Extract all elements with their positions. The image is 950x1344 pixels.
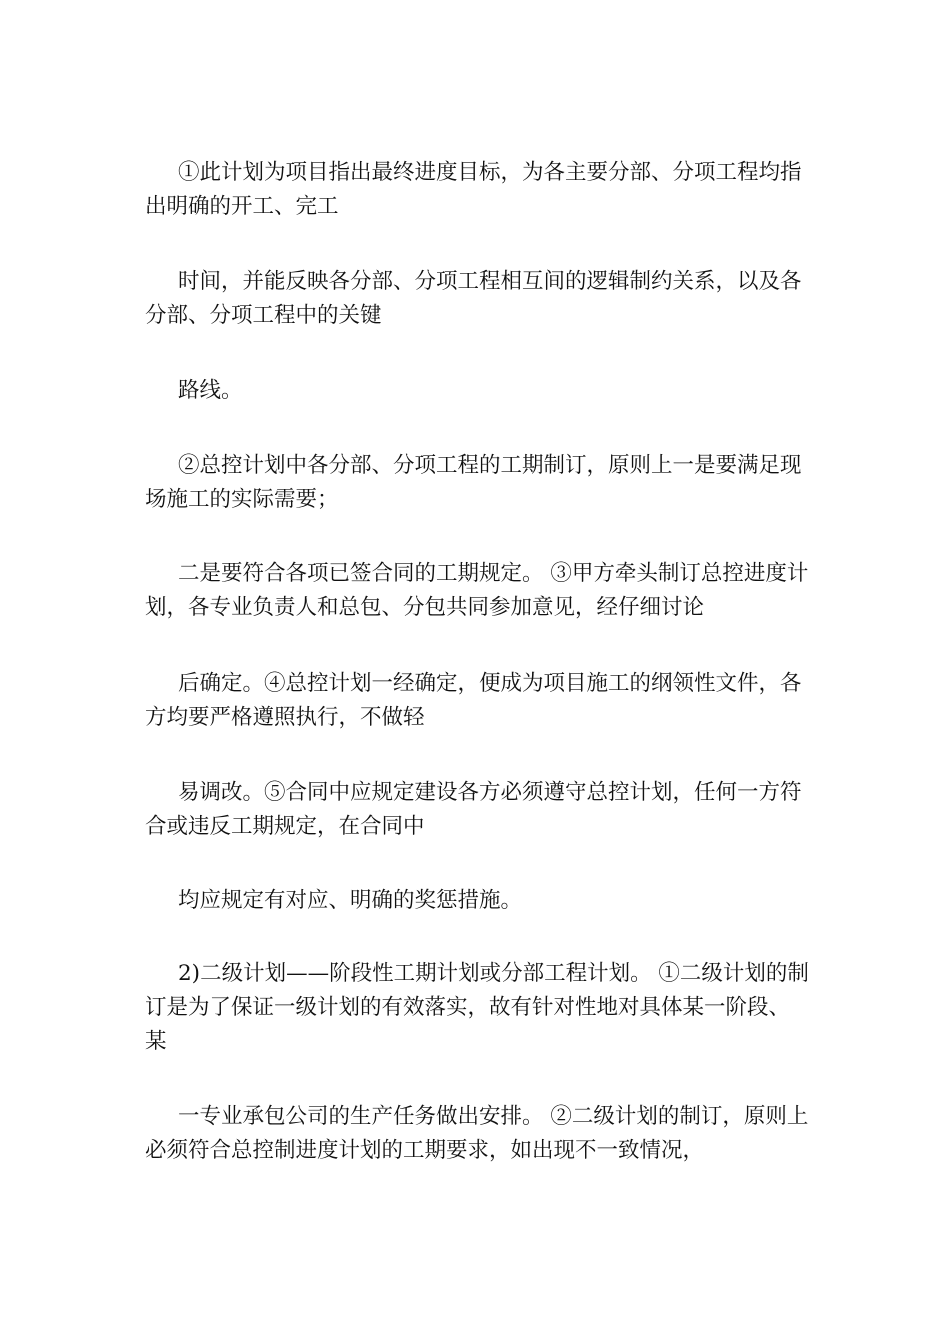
paragraph-8: 均应规定有对应、明确的奖惩措施。 (178, 888, 523, 913)
paragraph-6: 后确定。④总控计划一经确定，便成为项目施工的纲领性文件，各方均要严格遵照执行，不做轻 (145, 671, 802, 730)
paragraph-7: 易调改。⑤合同中应规定建设各方必须遵守总控计划，任何一方符合或违反工期规定，在合同中 (145, 780, 802, 839)
paragraph-2: 时间，并能反映各分部、分项工程相互间的逻辑制约关系，以及各分部、分项工程中的关键 (145, 269, 802, 328)
paragraph-4: ②总控计划中各分部、分项工程的工期制订，原则上一是要满足现场施工的实际需要； (145, 453, 802, 512)
paragraph-10: 一专业承包公司的生产任务做出安排。 ②二级计划的制订，原则上必须符合总控制进度计划的工期要求，如出现不一致情况， (145, 1104, 809, 1163)
paragraph-3: 路线。 (178, 378, 243, 403)
paragraph-5: 二是要符合各项已签合同的工期规定。 ③甲方牵头制订总控进度计划，各专业负责人和总包、分包共同参加意见，经仔细讨论 (145, 561, 809, 620)
paragraph-9: 2)二级计划——阶段性工期计划或分部工程计划。 ①二级计划的制订是为了保证一级计划的有效落实，故有针对性地对具体某一阶段、某 (145, 961, 809, 1054)
paragraph-1: ①此计划为项目指出最终进度目标，为各主要分部、分项工程均指出明确的开工、完工 (145, 160, 802, 219)
